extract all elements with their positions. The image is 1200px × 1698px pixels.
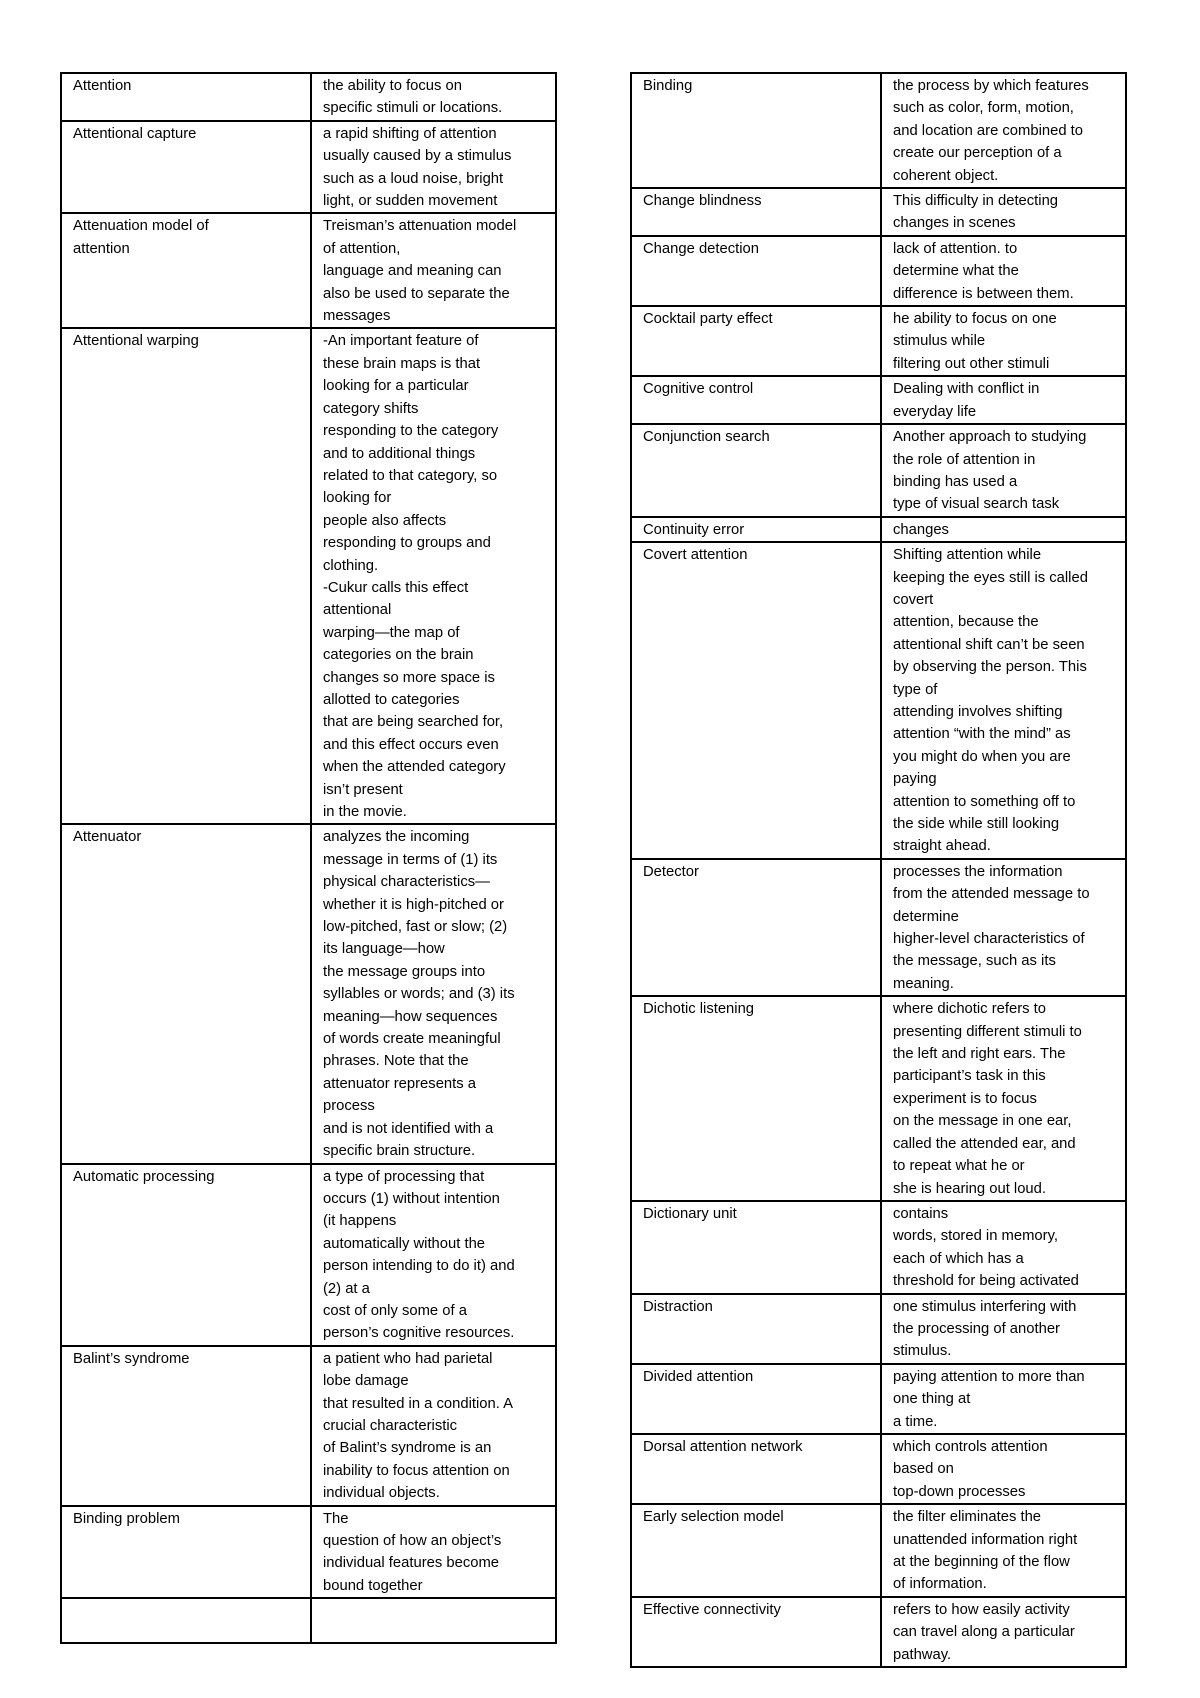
glossary-term: Dichotic listening	[631, 996, 881, 1201]
glossary-term: Attention	[61, 73, 311, 121]
glossary-definition: processes the information from the attended message to determine higher-level characteristics of the message, such as its meaning.	[881, 859, 1126, 996]
glossary-term: Effective connectivity	[631, 1597, 881, 1667]
glossary-row	[631, 517, 1126, 542]
glossary-row	[631, 188, 1126, 236]
glossary-definition: he ability to focus on one stimulus while filtering out other stimuli	[881, 306, 1126, 376]
right-glossary-column	[630, 72, 1127, 1668]
left-glossary-column	[60, 72, 557, 1644]
glossary-term: Conjunction search	[631, 424, 881, 517]
glossary-row	[631, 542, 1126, 859]
glossary-definition: The question of how an object’s individual features become bound together	[311, 1506, 556, 1599]
glossary-term: Binding	[631, 73, 881, 188]
glossary-term: Detector	[631, 859, 881, 996]
glossary-row	[631, 1504, 1126, 1597]
glossary-definition: the process by which features such as color, form, motion, and location are combined to create our perception of a coherent object.	[881, 73, 1126, 188]
glossary-term: Distraction	[631, 1294, 881, 1364]
glossary-term: Cocktail party effect	[631, 306, 881, 376]
glossary-definition: -An important feature of these brain maps is that looking for a particular category shifts responding to the category and to additional things related to that category, so looking for people also affects responding to groups and clothing. -Cukur calls this effect attentional warping—the map of categories on the brain changes so more space is allotted to categories that are being searched for, and this effect occurs even when the attended category isn’t present in the movie.	[311, 328, 556, 824]
glossary-definition: paying attention to more than one thing at a time.	[881, 1364, 1126, 1434]
glossary-row	[631, 1434, 1126, 1504]
glossary-term: Cognitive control	[631, 376, 881, 424]
glossary-definition	[311, 1598, 556, 1643]
glossary-row	[631, 236, 1126, 306]
glossary-row	[631, 1294, 1126, 1364]
glossary-definition: Treisman’s attenuation model of attention, language and meaning can also be used to separate the messages	[311, 213, 556, 328]
glossary-definition: the filter eliminates the unattended information right at the beginning of the flow of information.	[881, 1504, 1126, 1597]
glossary-row	[631, 1364, 1126, 1434]
glossary-term: Divided attention	[631, 1364, 881, 1434]
glossary-row	[61, 824, 556, 1163]
glossary-term: Change blindness	[631, 188, 881, 236]
glossary-definition: a patient who had parietal lobe damage that resulted in a condition. A crucial characteristic of Balint’s syndrome is an inability to focus attention on individual objects.	[311, 1346, 556, 1506]
glossary-row	[631, 996, 1126, 1201]
glossary-row	[61, 1598, 556, 1643]
glossary-term: Attenuation model of attention	[61, 213, 311, 328]
glossary-term: Covert attention	[631, 542, 881, 859]
glossary-term	[61, 1598, 311, 1643]
glossary-term: Change detection	[631, 236, 881, 306]
glossary-row	[61, 73, 556, 121]
glossary-term: Dorsal attention network	[631, 1434, 881, 1504]
glossary-definition: a rapid shifting of attention usually caused by a stimulus such as a loud noise, bright light, or sudden movement	[311, 121, 556, 214]
glossary-term: Attentional capture	[61, 121, 311, 214]
glossary-row	[61, 121, 556, 214]
glossary-row	[631, 376, 1126, 424]
glossary-row	[61, 1346, 556, 1506]
glossary-row	[61, 1164, 556, 1346]
glossary-definition: Shifting attention while keeping the eyes still is called covert attention, because the attentional shift can’t be seen by observing the person. This type of attending involves shifting attention “with the mind” as you might do when you are paying attention to something off to the side while still looking straight ahead.	[881, 542, 1126, 859]
glossary-term: Attenuator	[61, 824, 311, 1163]
glossary-definition: changes	[881, 517, 1126, 542]
glossary-definition: refers to how easily activity can travel along a particular pathway.	[881, 1597, 1126, 1667]
glossary-term: Attentional warping	[61, 328, 311, 824]
glossary-row	[631, 424, 1126, 517]
left-glossary-table	[60, 72, 557, 1644]
glossary-definition: which controls attention based on top-down processes	[881, 1434, 1126, 1504]
glossary-row	[61, 1506, 556, 1599]
glossary-row	[631, 859, 1126, 996]
glossary-definition: lack of attention. to determine what the difference is between them.	[881, 236, 1126, 306]
glossary-definition: contains words, stored in memory, each of which has a threshold for being activated	[881, 1201, 1126, 1294]
glossary-term: Automatic processing	[61, 1164, 311, 1346]
glossary-row	[631, 1201, 1126, 1294]
glossary-term: Balint’s syndrome	[61, 1346, 311, 1506]
glossary-row	[61, 213, 556, 328]
glossary-definition: one stimulus interfering with the processing of another stimulus.	[881, 1294, 1126, 1364]
glossary-row	[61, 328, 556, 824]
glossary-term: Binding problem	[61, 1506, 311, 1599]
glossary-row	[631, 306, 1126, 376]
glossary-definition: where dichotic refers to presenting different stimuli to the left and right ears. The participant’s task in this experiment is to focus on the message in one ear, called the attended ear, and to repeat what he or she is hearing out loud.	[881, 996, 1126, 1201]
glossary-row	[631, 73, 1126, 188]
glossary-definition: a type of processing that occurs (1) without intention (it happens automatically without the person intending to do it) and (2) at a cost of only some of a person’s cognitive resources.	[311, 1164, 556, 1346]
glossary-definition: Dealing with conflict in everyday life	[881, 376, 1126, 424]
glossary-term: Dictionary unit	[631, 1201, 881, 1294]
glossary-definition: the ability to focus on specific stimuli or locations.	[311, 73, 556, 121]
glossary-definition: Another approach to studying the role of attention in binding has used a type of visual search task	[881, 424, 1126, 517]
glossary-term: Early selection model	[631, 1504, 881, 1597]
right-glossary-table	[630, 72, 1127, 1668]
glossary-definition: analyzes the incoming message in terms of (1) its physical characteristics— whether it is high-pitched or low-pitched, fast or slow; (2) its language—how the message groups into syllables or words; and (3) its meaning—how sequences of words create meaningful phrases. Note that the attenuator represents a process and is not identified with a specific brain structure.	[311, 824, 556, 1163]
glossary-term: Continuity error	[631, 517, 881, 542]
glossary-row	[631, 1597, 1126, 1667]
glossary-definition: This difficulty in detecting changes in scenes	[881, 188, 1126, 236]
